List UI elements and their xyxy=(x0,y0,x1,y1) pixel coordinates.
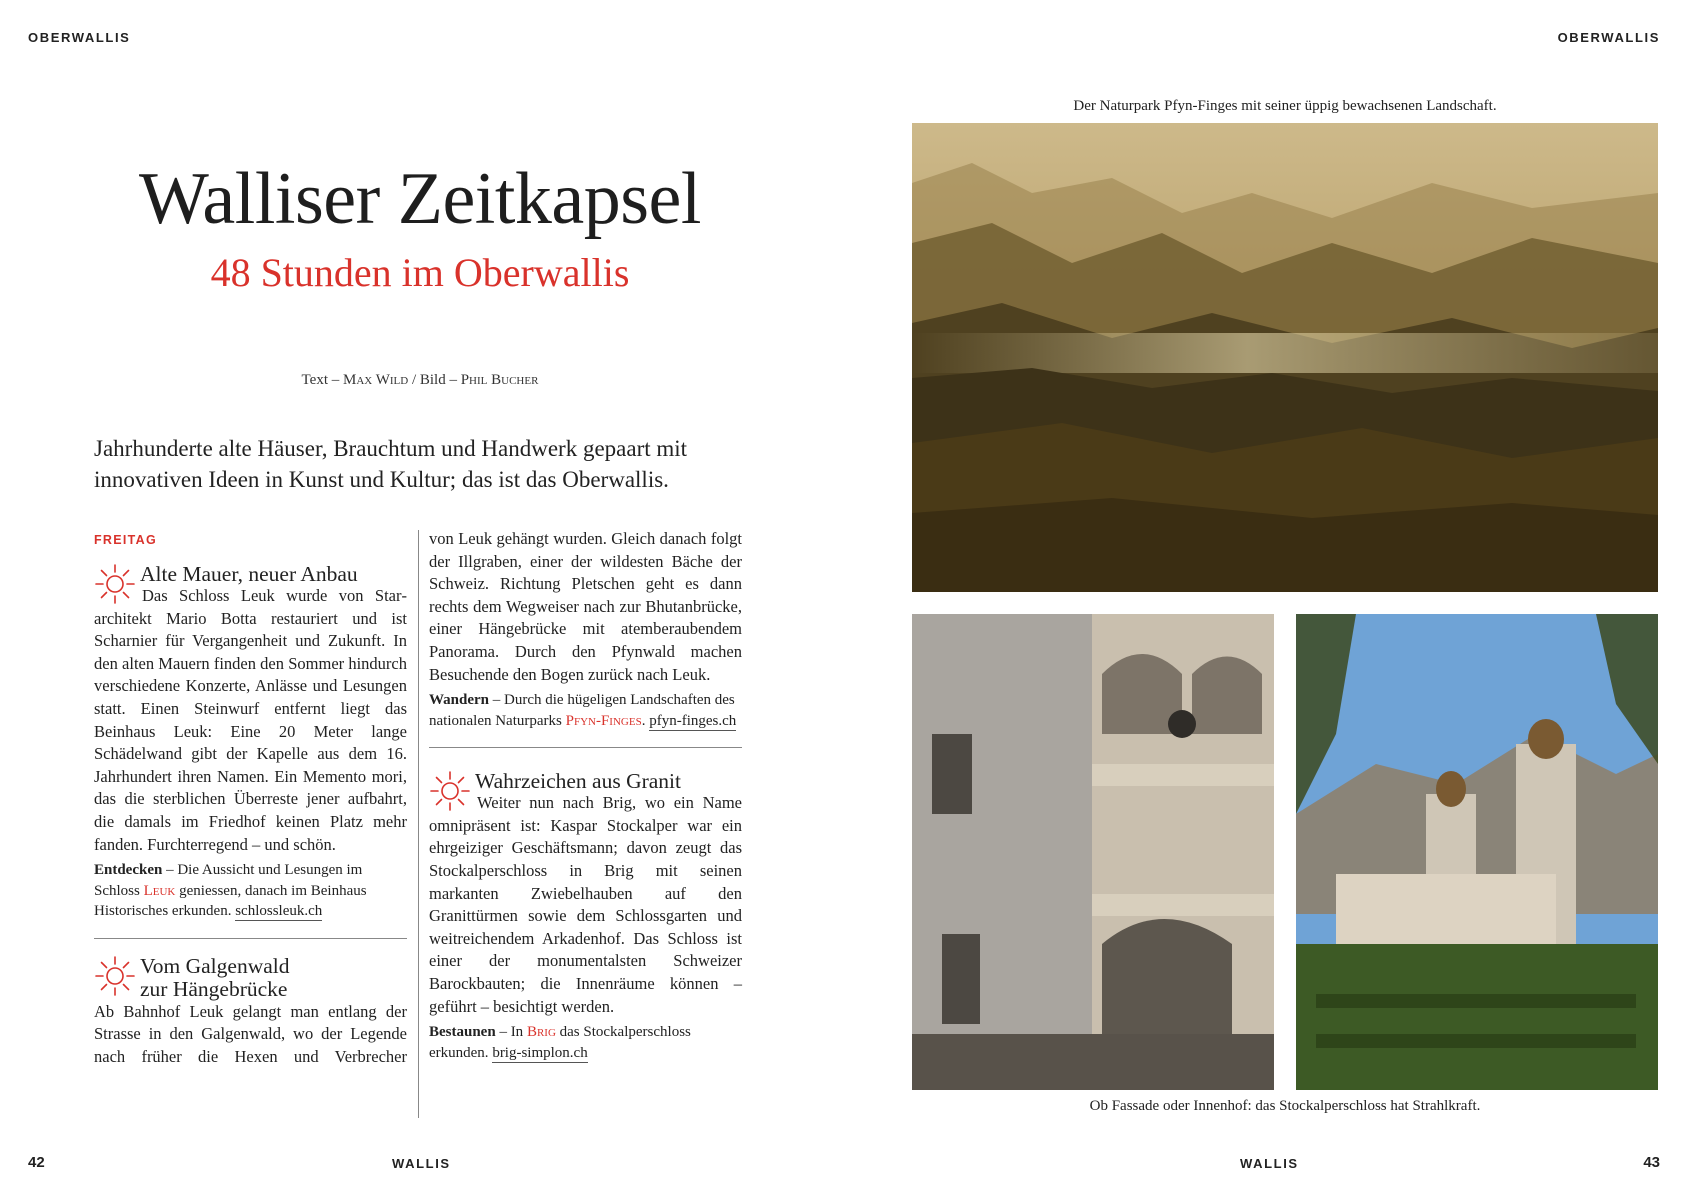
tip-text-wandern-2: . xyxy=(641,712,646,729)
tip-label-wandern: Wandern xyxy=(429,692,490,709)
tip-bestaunen xyxy=(429,1022,742,1063)
tip-text-wandern: – Durch die hügeligen Landschaften des nationalen Naturparks xyxy=(429,692,735,729)
sun-icon xyxy=(429,770,471,812)
column-left xyxy=(94,533,407,1068)
section-header-galgenwald xyxy=(94,955,407,1001)
tip-place-brig: Brig xyxy=(526,1024,556,1041)
caption-top: Der Naturpark Pfyn-Finges mit seiner üppig bewachsenen Landschaft. xyxy=(1073,98,1497,114)
credits-author: Max Wild xyxy=(343,372,409,388)
link-brig-simplon[interactable]: brig-simplon.ch xyxy=(492,1044,588,1061)
photo-stockalper-exterior xyxy=(1296,614,1658,1090)
section-title-alte-mauer: Alte Mauer, neuer Anbau xyxy=(140,562,358,586)
sun-icon xyxy=(94,955,136,997)
column-middle xyxy=(429,528,742,1063)
tip-label-entdecken: Entdecken xyxy=(94,862,163,879)
link-pfyn-finges[interactable]: pfyn-finges.ch xyxy=(649,712,737,729)
tip-place-leuk: Leuk xyxy=(143,882,176,899)
running-head-left: OBERWALLIS xyxy=(28,30,131,45)
section-divider-middle xyxy=(429,747,742,748)
tip-label-bestaunen: Bestaunen xyxy=(429,1024,496,1041)
tip-text-entdecken: – Die Aussicht und Lesungen im Schloss xyxy=(94,862,363,899)
section-body-alte-mauer: Das Schloss Leuk wurde von Stararchitekt Mario Botta restauriert und ist Scharnier für Vergangenheit und Zukunft. In den alten Mauern finden den Sommer hindurch verschiedene Konzerte, Anlässe und Lesungen statt. Einen Steinwurf entfernt liegt das Beinhaus Leuk: Eine 20 Meter lange Schädelwand gibt der Kapelle aus dem 16. Jahrhundert ihren Namen. Ein Memento mori, das die sterblichen Überreste jener aufbahrt, die damals im Friedhof keinen Platz mehr fanden. Furchterregend – und schön. xyxy=(94,586,407,854)
section-divider-left xyxy=(94,938,407,939)
credits-separator: / Bild – xyxy=(411,372,457,388)
day-label: FREITAG xyxy=(94,533,158,547)
photo-pfyn-finges-landscape xyxy=(912,123,1658,592)
tip-text-bestaunen: – In xyxy=(499,1024,524,1041)
credits-text-label: Text – xyxy=(301,372,340,388)
running-head-right: OBERWALLIS xyxy=(1557,30,1660,45)
link-schlossleuk[interactable]: schlossleuk.ch xyxy=(235,903,323,920)
section-body-galgenwald-part2: von Leuk gehängt wurden. Gleich danach folgt der Illgraben, einer der wildesten Bäche der Schweiz. Richtung Pletschen geht es dann rechts dem Wegweiser nach zur Bhutanbrücke, einer Hängebrücke mit atemberaubendem Panorama. Durch den Pfynwald machen Besuchende den Bogen zurück nach Leuk. xyxy=(429,529,742,684)
tip-wandern xyxy=(429,690,742,731)
section-title-granit: Wahrzeichen aus Granit xyxy=(475,769,682,794)
page-number-right: 43 xyxy=(1643,1154,1660,1171)
caption-bottom: Ob Fassade oder Innenhof: das Stockalperschloss hat Strahlkraft. xyxy=(1089,1098,1481,1114)
section-body-granit: Weiter nun nach Brig, wo ein Name omnipräsent ist: Kaspar Stockalper war ein ehrgeiziger Geschäftsmann; davon zeugt das Stockalperschloss in Brig mit seinen markanten Zwiebelhauben auf den Granittürmen sowie dem Schlossgarten und weitreichendem Arkadenhof. Das Schloss ist einer der monumentalsten Schweizer Barockbauten; die Innenräume können – geführt – besichtigt werden. xyxy=(429,793,742,1016)
section-title-galgenwald-1: Vom Galgenwald xyxy=(140,953,290,978)
lead-paragraph: Jahrhunderte alte Häuser, Brauchtum und Handwerk gepaart mit innovativen Ideen in Kunst und Kultur; das ist das Oberwallis. xyxy=(94,436,688,492)
section-title-galgenwald-2: zur Hängebrücke xyxy=(140,976,288,1001)
column-divider xyxy=(418,530,419,1118)
tip-text-entdecken-2: geniessen, danach im Beinhaus Historisches erkunden. xyxy=(94,882,367,920)
credits-photographer: Phil Bucher xyxy=(460,372,539,388)
section-body-galgenwald-part1: Ab Bahnhof Leuk gelangt man entlang der Strasse in den Galgenwald, wo der Legende nach früher die Hexen und Verbrecher xyxy=(94,1001,407,1066)
footer-section-left: WALLIS xyxy=(392,1156,451,1171)
tip-place-pfyn-finges: Pfyn-Finges xyxy=(565,712,642,729)
tip-entdecken xyxy=(94,860,407,922)
sun-icon xyxy=(94,563,136,605)
tip-text-bestaunen-2: das Stockalperschloss erkunden. xyxy=(429,1024,691,1061)
article-subtitle: 48 Stunden im Oberwallis xyxy=(210,250,630,295)
footer-section-right: WALLIS xyxy=(1240,1156,1299,1171)
article-title: Walliser Zeitkapsel xyxy=(139,158,701,240)
article-credits xyxy=(0,372,840,389)
photo-stockalper-courtyard xyxy=(912,614,1274,1090)
page-number-left: 42 xyxy=(28,1154,45,1171)
